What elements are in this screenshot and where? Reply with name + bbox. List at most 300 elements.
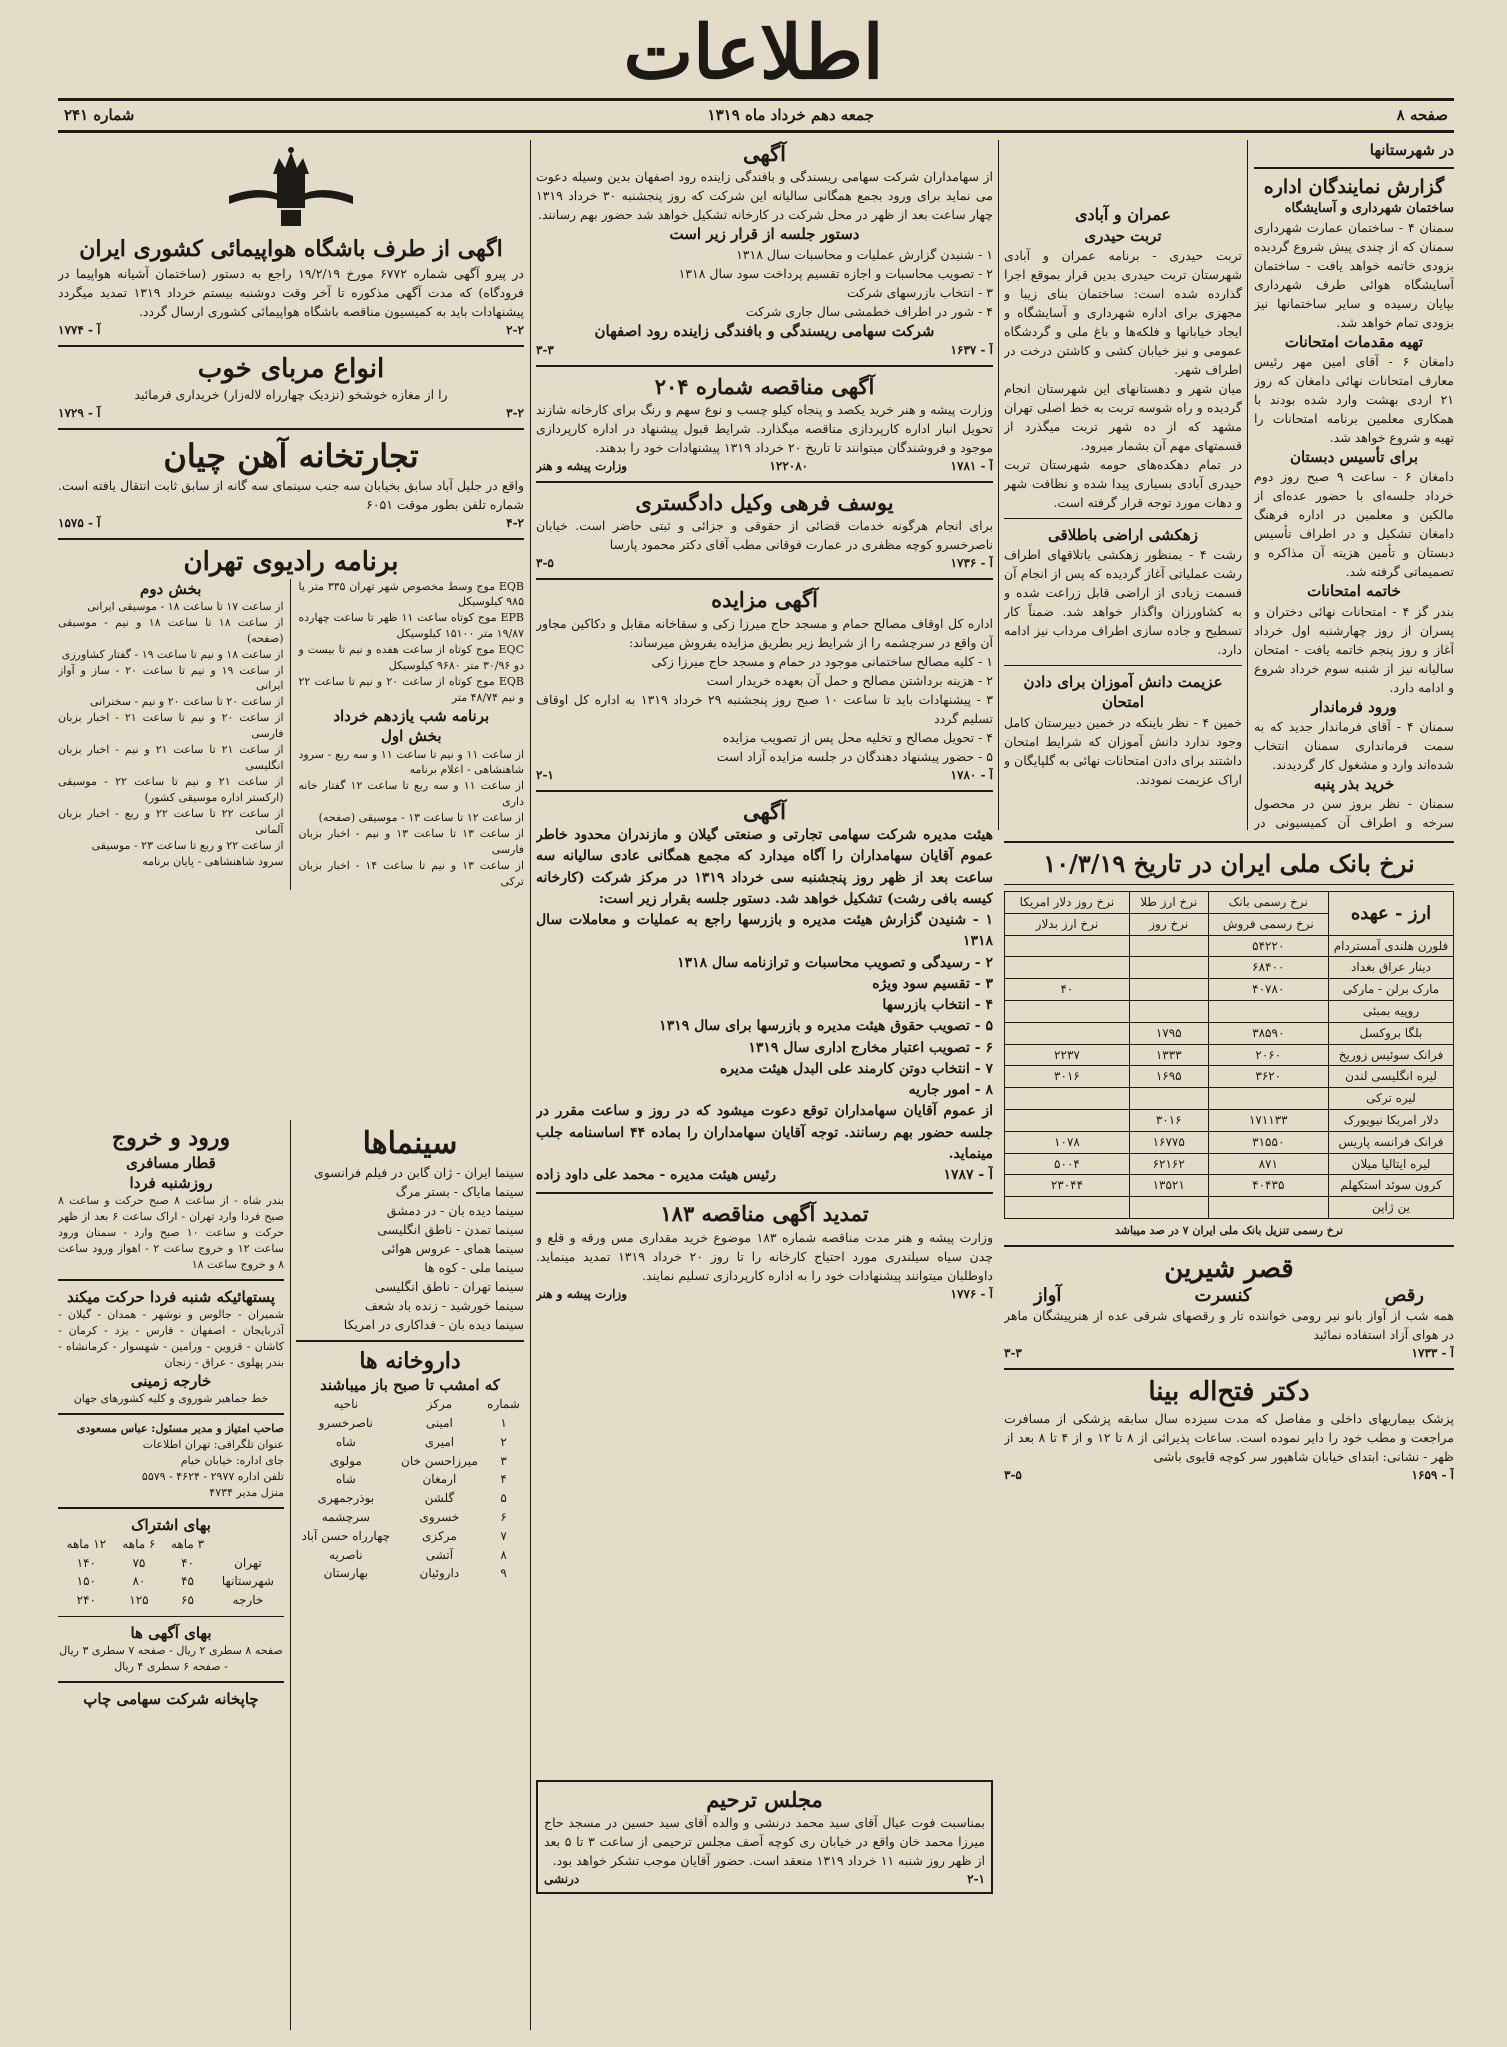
issue-date: جمعه دهم خرداد ماه ۱۳۱۹: [707, 106, 874, 124]
masthead-rule: [58, 98, 1454, 101]
table-cell: فلورن هلندی آمستردام: [1329, 935, 1454, 957]
issue-number: شماره ۲۴۱: [64, 106, 135, 124]
table-cell: [1129, 1088, 1208, 1110]
notice-text: وزارت پیشه و هنر خرید یکصد و پنجاه کیلو چسب و نوع سهم و رنگ برای کارخانه شازند تحویل انبار اداره کارپردازی مناقصه میگذارد. شرایط قبول پیشنهاد در اداره کارپردازی موجود و فروشندگان میتوانند تا تاریخ ۲۰ خرداد ۱۳۱۹ پیشنهادات خود را بدهند.: [536, 402, 993, 456]
article-title: عمران و آبادی: [1074, 205, 1172, 224]
concert-labels: [1004, 1285, 1454, 1306]
condolence-title: مجلس ترحیم: [706, 1787, 823, 1812]
table-cell: تهران: [234, 1555, 262, 1570]
table-cell: ۹: [500, 1566, 507, 1581]
radio-slot: از ساعت ۲۰ و نیم تا ساعت ۲۱ - اخبار بزبان فارسی: [58, 711, 284, 741]
table-cell: بهارستان: [323, 1566, 369, 1581]
agenda-item: ۴ - شور در اطراف خطمشی سال جاری شرکت: [745, 303, 993, 319]
table-cell: داروئیان: [419, 1566, 460, 1581]
notice-title: آگهی مزایده: [711, 587, 818, 613]
table-cell: ۲۰۶۰: [1208, 1044, 1328, 1066]
radio-slot: از ساعت ۲۱ و نیم تا ساعت ۲۲ - موسیقی (ارکستر اداره موسیقی کشور): [58, 775, 284, 804]
agenda-item: ۲ - تصویب محاسبات و اجازه تقسیم پرداخت سود سال ۱۳۱۸: [678, 265, 993, 281]
column-rule: [290, 1120, 291, 2030]
radio-slot: از ساعت ۱۱ و نیم تا ساعت ۱۱ و سه ربع - سرود شاهنشاهی - اعلام برنامه: [298, 747, 524, 777]
radio-slot: از ساعت ۱۸ و نیم تا ساعت ۱۹ - گفتار کشاورزی: [61, 647, 284, 661]
table-cell: ۲: [500, 1434, 507, 1449]
cinema-item: سینما ایران - ژان گابن در فیلم فرانسوی: [313, 1164, 524, 1180]
news-head: ورود فرماندار: [1311, 697, 1397, 716]
condolence-text: بمناسبت فوت عیال آقای سید محمد درنشی و والده آقای سید حسین در مسجد حاج میرزا محمد خان واقع در خیابان ری کوچه آصف مجلس ترحیمی از ساعت ۳ تا ۵ بعد از ظهر روز شنبه ۱۱ خرداد ۱۳۱۹ منعقد است. حضور آقایان موجب تشکر خواهد بود.: [544, 1815, 986, 1869]
concert-label: آواز: [1034, 1285, 1062, 1307]
notice-signature: وزارت پیشه و هنر: [536, 1286, 628, 1301]
owner-line: عنوان تلگرافی: تهران اطلاعات: [142, 1437, 284, 1451]
table-row: [1005, 1066, 1454, 1088]
agenda-item: ۸ - امور جاریه: [908, 1082, 993, 1099]
table-cell: ۵۴۲۲۰: [1208, 935, 1328, 957]
article-subtitle: تربت حیدری: [1084, 226, 1162, 245]
news-text: بندر گز ۴ - امتحانات نهائی دختران و پسران از روز چهارشنبه اول خرداد آغاز و روز پنجم خاتمه یافت - امتحان سالیانه نیز از شنبه سوم خرداد شروع و ادامه دارد.: [1254, 603, 1454, 695]
notices-column: [536, 140, 993, 2030]
ad-code: آ - ۱۶۳۷: [950, 342, 993, 357]
auction-item: ۱ - کلیه مصالح ساختمانی موجود در حمام و مسجد حاج میرزا زکی: [651, 653, 993, 669]
info-column: [58, 1125, 284, 2030]
ad-title: تجارتخانه آهن چیان: [163, 437, 419, 475]
table-cell: کرون سوئد استکهلم: [1329, 1175, 1454, 1197]
table-row: [58, 1591, 284, 1610]
subscription-table: [58, 1535, 284, 1610]
table-cell: ناصریه: [329, 1547, 363, 1562]
radio-slot: از ساعت ۲۲ تا ساعت ۲۲ و ربع - اخبار بزبان آلمانی: [58, 806, 284, 836]
table-cell: شهرستانها: [221, 1574, 274, 1589]
agenda-item: ۲ - رسیدگی و تصویب محاسبات و ترازنامه سال ۱۳۱۸: [677, 954, 993, 971]
news-text: سمنان ۴ - ساختمان عمارت شهرداری سمنان که از چندی پیش شروع گردیده بزودی خاتمه خواهد یافت - ساختمان آسایشگاه هوائی طرف شهرداری بپایان رسیده و سایر ساختمانها نیز بزودی تمام خواهد شد.: [1254, 219, 1454, 330]
article-title: عزیمت دانش آموزان برای دادن امتحان: [1023, 673, 1223, 712]
table-cell: [1208, 1000, 1328, 1022]
table-cell: ۴۰۴۳۵: [1208, 1175, 1328, 1197]
column-rule: [998, 140, 999, 830]
table-cell: ۳۰۱۶: [1129, 1109, 1208, 1131]
cinema-item: سینما تهران - ناطق انگلیسی: [375, 1278, 524, 1294]
table-cell: [1005, 935, 1130, 957]
concert-label: کنسرت: [1194, 1285, 1252, 1307]
table-row: [1005, 957, 1454, 979]
table-row: [296, 1564, 524, 1583]
agenda-item: ۶ - تصویب اعتبار مخارج اداری سال ۱۳۱۹: [748, 1039, 993, 1056]
table-cell: ۸: [500, 1547, 507, 1562]
notice-title: یوسف فرهی وکیل دادگستری: [635, 490, 894, 516]
ad-code: آ - ۱۷۸۰: [950, 767, 993, 782]
ad-text: را از مغازه خوشخو (نزدیک چهارراه لاله‌زار) خریداری فرمائید: [134, 387, 448, 402]
radio-title: برنامه رادیوی تهران: [183, 547, 399, 577]
table-head: ۶ ماهه: [122, 1536, 156, 1551]
city-news-column: [1254, 140, 1454, 830]
auction-item: ۳ - پیشنهادات باید تا ساعت ۱۰ صبح روز پنجشنبه ۲۹ خرداد ۱۳۱۹ به اداره کل اوقاف تسلیم گردد: [536, 691, 993, 726]
table-row: [1005, 1197, 1454, 1219]
radio-slot: از ساعت ۱۳ و نیم تا ساعت ۱۴ - اخبار بزبان ترکی: [298, 859, 524, 888]
article-text: در تمام دهکده‌های حومه شهرستان تربت حیدری آبادی بسیاری پیدا شده و نظافت شهر و دهات مورد توجه قرار گرفته است.: [1004, 456, 1242, 510]
notice-text: وزارت پیشه و هنر مدت مناقصه شماره ۱۸۳ موضوع خرید مقداری مس ورقه و قلع و چدن سیاه سیلندری مورد احتیاج کارخانه را تا روز ۲۰ خرداد ۱۳۱۹ تمدید مینماید. داوطلبان میتوانند پیشنهادات خود را به اداره کارپردازی تسلیم نمایند.: [536, 1229, 993, 1283]
ad-title: انواع مربای خوب: [197, 353, 385, 384]
owner-line: منزل مدیر ۴۷۳۴: [209, 1485, 284, 1499]
ad-count: ۲-۲: [506, 322, 524, 337]
table-cell: ۴۵: [181, 1574, 194, 1589]
table-cell: [1208, 1088, 1328, 1110]
article-text: تربت حیدری - برنامه عمران و آبادی شهرستان تربت حیدری بدین قرار بموقع اجرا گذارده شده است: ساختمان بنای زیبا و مجهزی برای اداره شهرداری و آسایشگاه و ایجاد خیابانها و فلکه‌ها و باغ ملی و گردشگاه عمومی و نیز خیابان کشی و کاشتن درخت در اطراف شهر.: [1004, 247, 1242, 377]
doctor-text: پزشک بیماریهای داخلی و مفاصل که مدت سیزده سال سابقه پزشکی از مسافرت مراجعت و مطب خود را دایر نموده است. ساعات پذیرائی از ۸ تا ۱۲ و از ۴ تا ۸ بعد از ظهر - نشانی: ابتدای خیابان شاهپور سر کوچه قایوی باشی: [1004, 1410, 1454, 1464]
table-row: [1005, 892, 1454, 914]
radio-slot: از ساعت ۲۱ تا ساعت ۲۱ و نیم - اخبار بزبان انگلیسی: [58, 743, 284, 773]
table-cell: فرانک سوئیس زوریخ: [1329, 1044, 1454, 1066]
radio-day: برنامه شب یازدهم خرداد: [333, 707, 490, 725]
pharmacy-title: داروخانه ها: [359, 1347, 461, 1374]
table-row: [1005, 1022, 1454, 1044]
table-row: [296, 1452, 524, 1471]
table-cell: [1005, 1000, 1130, 1022]
radio-slot: سرود شاهنشاهی - پایان برنامه: [142, 854, 284, 868]
table-cell: ۶۸۴۰۰: [1208, 957, 1328, 979]
table-cell: ۲۲۳۷: [1005, 1044, 1130, 1066]
radio-slot: از ساعت ۱۸ تا ساعت ۱۸ و نیم - موسیقی (صفحه): [58, 615, 284, 645]
table-cell: ۸۰: [132, 1574, 146, 1589]
auction-item: ۲ - هزینه برداشتن مصالح و حمل آن بعهده خریدار است: [706, 672, 993, 688]
agenda-title: دستور جلسه از قرار زیر است: [669, 225, 860, 244]
news-text: سمنان - نظر بروز سن در محصول سرخه و اطراف آن کمیسیونی در: [1254, 796, 1454, 830]
table-cell: آتشی: [425, 1547, 454, 1562]
masthead: اطلاعات: [623, 10, 884, 96]
cinema-item: سینما همای - عروس هوائی: [381, 1240, 524, 1256]
table-row: [296, 1470, 524, 1489]
table-cell: [1129, 1000, 1208, 1022]
condolence-signature: درنشی: [544, 1872, 580, 1887]
notice-text: برای انجام هرگونه خدمات قضائی از حقوقی و جزائی و ثبتی حاضر است. خیابان ناصرخسرو کوچه مظفری در عمارت فوقانی مطب آقای دکتر محمود پارسا: [536, 518, 993, 553]
pharmacy-table: [296, 1395, 524, 1583]
agenda-item: ۴ - انتخاب بازرسها: [882, 997, 993, 1014]
cinema-column: [296, 1125, 524, 2030]
notice-signature: وزارت پیشه و هنر: [536, 459, 628, 474]
table-head: نرخ رسمی فروش: [1208, 913, 1328, 935]
auction-item: ۴ - تحویل مصالح و تخلیه محل پس از تصویب مزایده: [722, 729, 993, 745]
table-cell: ۴۰۷۸۰: [1208, 979, 1328, 1001]
notice-title: آگهی: [742, 141, 786, 166]
table-row: [296, 1546, 524, 1565]
table-cell: مارک برلن - مارکی: [1329, 979, 1454, 1001]
news-head: تهیه مقدمات امتحانات: [1284, 332, 1424, 351]
table-row: [1005, 1175, 1454, 1197]
table-cell: ۱: [500, 1416, 507, 1431]
news-text: سمنان ۴ - آقای فرماندار جدید که به سمت فرمانداری سمنان انتخاب شده‌اند وارد و مشغول کار گردیدند.: [1254, 718, 1454, 772]
table-cell: ۲۴۰: [76, 1593, 96, 1608]
ad-code: آ - ۱۷۷۶: [950, 1286, 993, 1301]
table-cell: ۵۰۰۴: [1005, 1153, 1130, 1175]
radio-slot: از ساعت ۱۷ تا ساعت ۱۸ - موسیقی ایرانی: [87, 599, 284, 613]
left-column: [58, 140, 524, 1120]
table-cell: دلار امریکا نیویورک: [1329, 1109, 1454, 1131]
section-kicker: در شهرستانها: [1369, 141, 1454, 159]
table-cell: [1129, 957, 1208, 979]
pharmacy-subtitle: که امشب تا صبح باز میباشند: [320, 1376, 500, 1394]
table-cell: [1005, 1088, 1130, 1110]
table-cell: ۷۵: [132, 1555, 146, 1570]
abroad-title: خارجه زمینی: [130, 1371, 212, 1390]
table-row: [1005, 1109, 1454, 1131]
notice-signature: رئیس هیئت مدیره - محمد علی داود زاده: [536, 1167, 777, 1184]
table-cell: ۱۰۷۸: [1005, 1131, 1130, 1153]
notice-signature: شرکت سهامی ریسندگی و بافندگی زاینده رود اصفهان: [594, 321, 935, 340]
table-cell: [1129, 935, 1208, 957]
owner-line: جای اداره: خیابان خیام: [180, 1453, 284, 1467]
radio-evening: [58, 579, 291, 890]
table-cell: ۴۰: [1005, 979, 1130, 1001]
cinema-item: سینما دیده بان - در دمشق: [386, 1202, 524, 1218]
table-cell: [1005, 1109, 1130, 1131]
concert-label: رقص: [1384, 1285, 1424, 1307]
table-cell: ۱۳۵۲۱: [1129, 1175, 1208, 1197]
notice-title: تمدید آگهی مناقصه ۱۸۳: [660, 1201, 869, 1227]
table-cell: لیره ترکی: [1329, 1088, 1454, 1110]
table-row: [58, 1554, 284, 1573]
table-cell: ۳۸۵۹۰: [1208, 1022, 1328, 1044]
table-cell: [1129, 979, 1208, 1001]
news-text: دامغان ۶ - ساعت ۹ صبح روز دوم خرداد جلسه‌ای با حضور عده‌ای از مالکین و معلمین در اداره فرهنگ دامغان تشکیل و در اطراف تأسیس دبستان و تأمین هزینه آن مذاکره و تصمیماتی گرفته شد.: [1254, 469, 1454, 580]
notice-text: از سهامداران شرکت سهامی ریسندگی و بافندگی زاینده رود اصفهان بدین وسیله دعوت می نماید برای ورود بجمع همگانی سالیانه این شرکت که روز پنجشنبه ۳۰ خرداد ۱۳۱۹ چهار ساعت بعد از ظهر در محل شرکت در کارخانه تشکیل خواهد شد حضور بهم رسانند.: [536, 169, 993, 223]
table-head: مرکز: [426, 1397, 453, 1412]
table-cell: فرانک فرانسه پاریس: [1329, 1131, 1454, 1153]
ad-code: آ - ۱۶۵۹: [1411, 1467, 1454, 1482]
cinema-item: سینما دیده بان - فداکاری در امریکا: [343, 1316, 524, 1332]
notice-text: اداره کل اوقاف مصالح حمام و مسجد حاج میرزا زکی و سقاخانه مقابل و دکاکین مجاور آن واقع در سرچشمه را از شرایط زیر بطریق مزایده بفروش میرساند:: [536, 615, 993, 650]
table-cell: ۱۷۱۱۳۳: [1208, 1109, 1328, 1131]
table-row: [1005, 1044, 1454, 1066]
radio-slot: از ساعت ۲۲ و ربع تا ساعت ۲۳ - موسیقی: [91, 838, 284, 852]
table-row: [296, 1433, 524, 1452]
table-cell: لیره انگلیسی لندن: [1329, 1066, 1454, 1088]
ad-code: آ - ۱۷۲۹: [58, 406, 101, 420]
table-row: [296, 1508, 524, 1527]
crown-lion-icon: [221, 144, 361, 232]
table-head: ۳ ماهه: [170, 1536, 205, 1551]
radio-slot: از ساعت ۱۹ و نیم تا ساعت ۲۰ - ساز و آواز ایرانی: [58, 663, 284, 693]
notice-title: اگهی از طرف باشگاه هواپیمائی کشوری ایران: [79, 236, 503, 262]
owner-line: تلفن اداره ۲۹۷۷ - ۴۶۲۴ - ۵۵۷۹: [141, 1469, 284, 1483]
radio-band: EQB موج وسط مخصوص شهر تهران ۳۳۵ متر یا ۹۸۵ کیلوسیکل: [298, 579, 524, 609]
cinema-item: سینما ملی - کوه ها: [424, 1259, 524, 1275]
ad-code: آ - ۱۷۷۴: [58, 322, 101, 337]
table-head: شماره: [487, 1397, 520, 1412]
table-cell: ۶۵: [181, 1593, 194, 1608]
table-cell: دینار عراق بغداد: [1329, 957, 1454, 979]
table-row: [58, 1572, 284, 1591]
table-cell: ۱۷۹۵: [1129, 1022, 1208, 1044]
table-cell: گلشن: [424, 1491, 455, 1506]
table-cell: ۳۰۱۶: [1005, 1066, 1130, 1088]
table-cell: میرزاحسن خان: [401, 1453, 478, 1468]
table-cell: [1005, 1022, 1130, 1044]
table-row: [1005, 979, 1454, 1001]
column-rule: [530, 140, 531, 2030]
news-head: ساختمان شهرداری و آسایشگاه: [1284, 200, 1454, 216]
table-cell: لیره ایتالیا میلان: [1329, 1153, 1454, 1175]
table-cell: ۵: [500, 1491, 507, 1506]
rates-table: [1004, 891, 1454, 1219]
table-head: نرخ ارز بدلار: [1005, 913, 1130, 935]
travel-subtitle: قطار مسافری: [126, 1153, 216, 1172]
table-cell: شاه: [335, 1434, 356, 1449]
article-text: خمین ۴ - نظر باینکه در خمین دبیرستان کامل وجود ندارد دانش آموزان که شرایط امتحان داشتند برای دادن امتحانات نهائی به گلپایگان و اراک عزیمت نمودند.: [1004, 714, 1242, 787]
table-cell: ۶: [500, 1510, 507, 1525]
table-cell: ۳۶۲۰: [1208, 1066, 1328, 1088]
table-cell: [1208, 1197, 1328, 1219]
table-cell: امیری: [424, 1434, 455, 1449]
notice-text: در پیرو آگهی شماره ۶۷۷۲ مورخ ۱۹/۲/۱۹ راجع به دستور (ساختمان آشیانه هواپیما در فرودگاه) که مدت آگهی مذکوره تا آخر وقت دوشنبه بیستم خرداد ۱۳۱۹ تمدید میگردد پیشنهادات باید به کمیسیون مناقصه باشگاه هواپیمائی کشوری ارسال گردد.: [58, 265, 524, 319]
column-rule: [1247, 140, 1248, 830]
dateline-rule: [58, 130, 1454, 133]
article-text: رشت ۴ - بمنظور زهکشی باتلاقهای اطراف رشت عملیاتی آغاز گردیده که پس از انجام آن قسمت زیادی از اراضی قابل زراعت شده و به کشاورزان واگذار خواهد شد. ضمناً کار تسطیح و جاده سازی اطراف مرداب نیز ادامه دارد.: [1004, 547, 1242, 658]
table-cell: مولوی: [329, 1453, 362, 1468]
ad-count: ۳-۳: [536, 342, 554, 357]
dateline: [58, 106, 1454, 128]
table-cell: ارمغان: [422, 1472, 457, 1487]
table-row: [58, 1535, 284, 1554]
article-title: زهکشی اراضی باطلاقی: [1048, 525, 1198, 544]
table-row: [1005, 1000, 1454, 1022]
table-head: ناحیه: [333, 1397, 359, 1412]
ad-code: آ - ۱۷۳۳: [1411, 1346, 1454, 1361]
table-cell: ۱۳۳۳: [1129, 1044, 1208, 1066]
ad-count: ۳-۵: [536, 556, 554, 571]
page-number: صفحه ۸: [1396, 106, 1448, 124]
table-head: نرخ رسمی بانک: [1208, 892, 1328, 914]
table-head: ۱۲ ماهه: [66, 1536, 107, 1551]
table-row: [1005, 1088, 1454, 1110]
radio-slot: از ساعت ۲۰ تا ساعت ۲۰ و نیم - سخنرانی: [89, 695, 284, 709]
travel-head: روزشنبه فردا: [129, 1173, 213, 1192]
table-head: نرخ ارز طلا: [1129, 892, 1208, 914]
table-cell: [1005, 957, 1130, 979]
table-cell: ۱۴۰: [76, 1555, 96, 1570]
table-cell: ۸۷۱: [1208, 1153, 1328, 1175]
table-cell: بوذرجمهری: [317, 1491, 375, 1506]
radio-bands: [299, 579, 525, 890]
table-cell: ۱۶۹۵: [1129, 1066, 1208, 1088]
rates-note: نرخ رسمی تنزیل بانک ملی ایران ۷ در صد میباشد: [1114, 1223, 1344, 1237]
table-cell: خسروی: [419, 1510, 460, 1525]
ad-code: آ - ۱۷۸۷: [943, 1167, 993, 1184]
radio-slot: از ساعت ۱۲ تا ساعت ۱۳ - موسیقی (صفحه): [318, 811, 524, 825]
article-text: میان شهر و دهستانهای این شهرستان انجام گردیده و راه شوسه تربت به خط اصلی تهران مشهد که از ده شهر تربت میگذرد از قسمتهای مهم آن بشمار میرود.: [1004, 380, 1242, 453]
cinema-item: سینما مایاک - بستر مرگ: [395, 1183, 524, 1199]
development-column: [1004, 140, 1242, 830]
table-cell: ۶۲۱۶۲: [1129, 1153, 1208, 1175]
travel-text: بندر شاه - از ساعت ۸ صبح حرکت و ساعت ۸ صبح فردا وارد تهران - اراک ساعت ۶ بعد از ظهر حرکت و ساعت ۱۰ صبح وارد - سمنان ورود ساعت ۱۲ و خروج ساعت ۲ - اهواز ورود ساعت ۸ و خروج ساعت ۱۸: [58, 1194, 284, 1271]
rates-title: نرخ بانک ملی ایران در تاریخ ۱۰/۳/۱۹: [1043, 849, 1415, 878]
radio-band: EPB موج کوتاه ساعت ۱۱ ظهر تا ساعت چهارده ۱۹/۸۷ متر ۱۵۱۰۰ کیلوسیکل: [298, 611, 524, 641]
table-cell: بلگا بروکسل: [1329, 1022, 1454, 1044]
table-cell: ۳: [500, 1453, 507, 1468]
notice-title: آگهی: [742, 798, 786, 824]
ad-count: ۱۲۲۰۸۰: [769, 459, 809, 474]
table-cell: ۳۱۵۵۰: [1208, 1131, 1328, 1153]
notice-title: آگهی مناقصه شماره ۲۰۴: [654, 373, 875, 399]
adprice-text: صفحه ۸ سطری ۲ ریال - صفحه ۷ سطری ۳ ریال - صفحه ۶ سطری ۴ ریال: [59, 1644, 283, 1674]
table-row: [296, 1395, 524, 1414]
ad-code: آ - ۱۷۳۶: [950, 556, 993, 571]
radio-band: EQB موج کوتاه از ساعت ۲۰ و نیم تا ساعت ۲۲ و نیم ۴۸/۷۴ متر: [298, 675, 524, 705]
table-row: [296, 1489, 524, 1508]
auction-item: ۵ - حضور پیشنهاد دهندگان در جلسه مزایده آزاد است: [716, 748, 993, 764]
table-cell: روپیه بمبئی: [1329, 1000, 1454, 1022]
concert-title: قصر شیرین: [1164, 1253, 1294, 1284]
table-cell: ۷: [500, 1528, 507, 1543]
agenda-item: ۳ - تقسیم سود ویژه: [872, 975, 993, 992]
table-cell: [1005, 1197, 1130, 1219]
table-cell: ۱۶۷۷۵: [1129, 1131, 1208, 1153]
cinema-item: سینما خورشید - زنده باد شعف: [364, 1297, 524, 1313]
news-head: خاتمه امتحانات: [1307, 582, 1401, 601]
table-cell: ۴: [500, 1472, 507, 1487]
table-cell: مرکزی: [422, 1528, 457, 1543]
cinema-title: سینماها: [362, 1126, 458, 1161]
ad-count: ۲-۱: [967, 1872, 985, 1887]
ad-count: ۳-۳: [1004, 1346, 1022, 1361]
table-cell: خارجه: [232, 1593, 264, 1608]
radio-part: بخش دوم: [140, 579, 202, 598]
table-head: [212, 1535, 284, 1554]
ad-count: ۳-۵: [1004, 1467, 1022, 1482]
table-head: نرخ روز: [1129, 913, 1208, 935]
table-row: [296, 1414, 524, 1433]
owner-line: صاحب امتیاز و مدیر مسئول: عباس مسعودی: [76, 1421, 284, 1435]
concert-text: همه شب از آواز بانو نیر رومی خواننده تار و رقصهای شرقی عده از هنرپیشگان ماهر در هوای آزاد استفاده نمائید: [1004, 1308, 1454, 1343]
table-cell: [1129, 1197, 1208, 1219]
news-head: برای تأسیس دبستان: [1289, 448, 1419, 467]
travel-title: ورود و خروج: [111, 1125, 231, 1151]
table-row: [296, 1527, 524, 1546]
doctor-title: دکتر فتح‌اله بینا: [1148, 1377, 1310, 1408]
radio-slot: از ساعت ۱۳ تا ساعت ۱۳ و نیم - اخبار بزبان فارسی: [298, 827, 524, 857]
table-cell: ۱۵۰: [76, 1574, 96, 1589]
table-row: [1005, 1131, 1454, 1153]
agenda-item: ۵ - تصویب حقوق هیئت مدیره و بازرسها برای سال ۱۳۱۹: [659, 1018, 993, 1035]
table-cell: ۴۰: [181, 1555, 194, 1570]
post-title: پستهائیکه شنبه فردا حرکت میکند: [66, 1287, 276, 1306]
ad-text: واقع در جلیل آباد سابق بخیابان سه جنب سینمای سه گانه از سابق ثابت انتقال یافته است. شماره تلفن بطور موقت ۶۰۵۱: [58, 478, 524, 512]
cinema-item: سینما تمدن - ناطق انگلیسی: [377, 1221, 524, 1237]
post-text: شمیران - جالوس و نوشهر - همدان - گیلان - آذربایجان - اصفهان - فارس - یزد - کرمان - کاشان - قزوین - ورامین - شهسوار - کرمانشاه - بندر پهلوی - عراق - زنجان: [58, 1307, 284, 1369]
table-cell: سرچشمه: [321, 1510, 370, 1525]
ad-count: ۴-۲: [506, 516, 524, 530]
subscription-title: بهای اشتراک: [131, 1515, 211, 1534]
table-cell: امینی: [425, 1416, 453, 1431]
news-head: خرید بذر پنبه: [1313, 774, 1395, 793]
notice-text: هیئت مدیره شرکت سهامی تجارتی و صنعتی گیلان و مازندران محدود خاطر عموم آقایان سهامداران را آگاه میدارد که مجمع همگانی عادی سالیانه سه ساعت بعد از ظهر روز پنجشنبه سی خرداد ۱۳۱۹ در مرکز شرکت (کارخانه کیسه بافی رشت) تشکیل خواهد شد. دستور جلسه بقرار زیر است:: [536, 826, 993, 907]
article-title: گزارش نمایندگان اداره: [1263, 176, 1445, 198]
table-cell: چهارراه حسن آباد: [301, 1528, 391, 1543]
agenda-item: ۳ - انتخاب بازرسهای شرکت: [847, 284, 993, 300]
ad-code: آ - ۱۷۸۱: [950, 459, 993, 474]
agenda-item: ۱ - شنیدن گزارش هیئت مدیره و بازرسها راجع به عملیات و معاملات سال ۱۳۱۸: [536, 912, 993, 950]
radio-slot: از ساعت ۱۱ و سه ربع تا ساعت ۱۲ گفتار خانه داری: [298, 779, 524, 809]
adprice-title: بهای آگهی ها: [130, 1624, 212, 1642]
rates-label: ارز - عهده: [1329, 892, 1454, 936]
ad-count: ۳-۲: [506, 406, 524, 420]
table-cell: ین ژاپن: [1329, 1197, 1454, 1219]
table-cell: ۲۳۰۴۴: [1005, 1175, 1130, 1197]
table-row: [1005, 1153, 1454, 1175]
radio-band: EQC موج کوتاه از ساعت هفده و نیم تا بیست و دو ۳۰/۹۶ متر ۹۶۸۰ کیلوسیکل: [298, 643, 524, 673]
condolence-block: [536, 1780, 993, 2030]
rates-block: [1004, 835, 1454, 2030]
agenda-item: ۱ - شنیدن گزارش عملیات و محاسبات سال ۱۳۱۸: [736, 246, 993, 262]
abroad-text: خط جماهیر شوروی و کلیه کشورهای جهان: [73, 1391, 269, 1405]
notice-text: از عموم آقایان سهامداران توقع دعوت میشود که در روز و ساعت مقرر در جلسه حضور بهم رسانند. توجه آقایان سهامداران را بماده ۴۴ اساسنامه جلب مینماید.: [536, 1103, 993, 1162]
table-cell: ۱۲۵: [129, 1593, 149, 1608]
table-cell: شاه: [335, 1472, 356, 1487]
